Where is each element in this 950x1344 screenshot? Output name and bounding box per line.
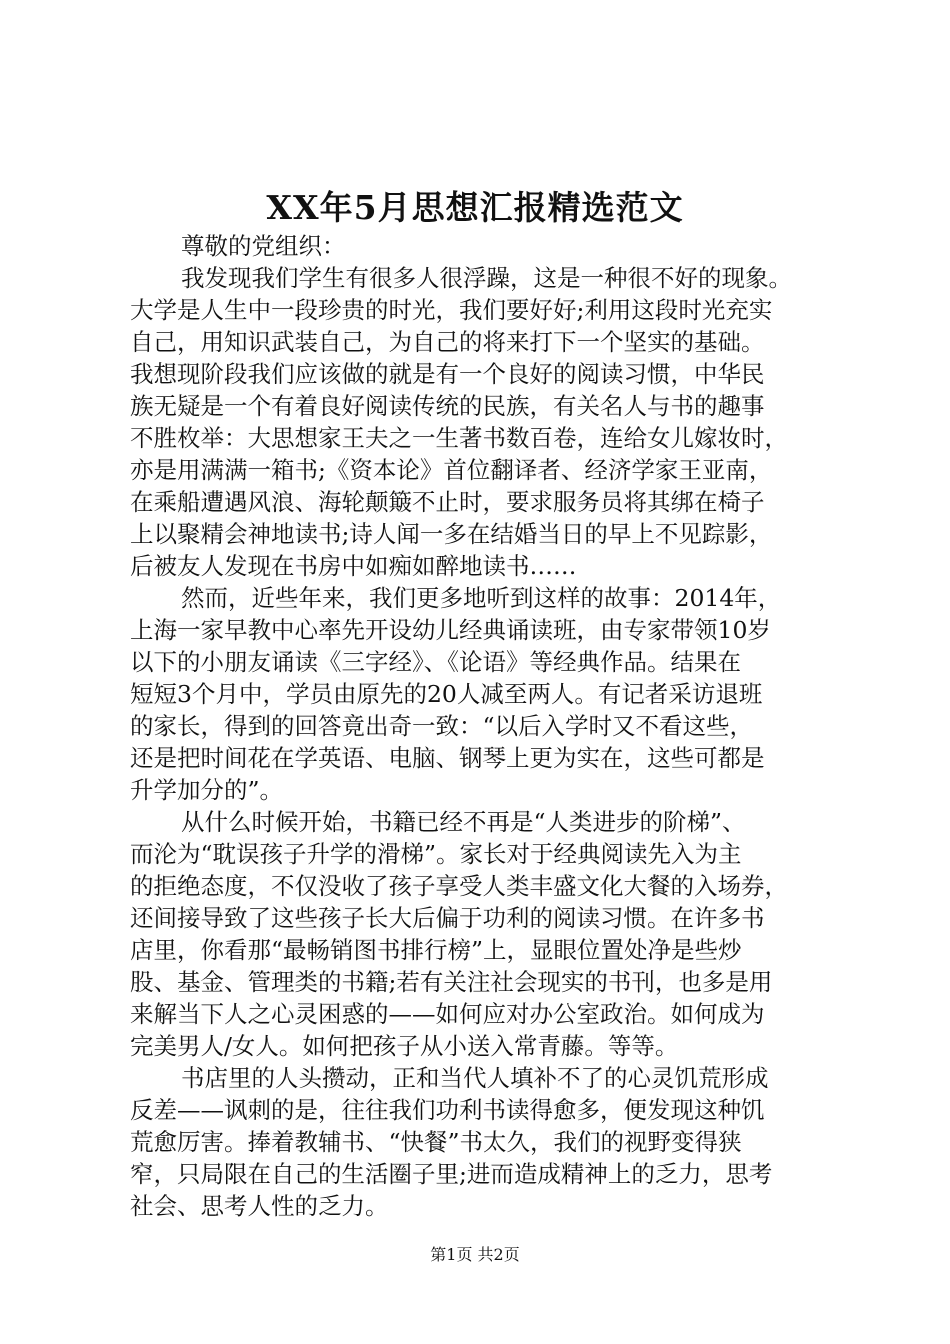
salutation: 尊敬的党组织： bbox=[181, 232, 346, 260]
text-line: 还间接导致了这些孩子长大后偏于功利的阅读习惯。在许多书 bbox=[130, 904, 765, 932]
text-line: 上海一家早教中心率先开设幼儿经典诵读班，由专家带领10岁 bbox=[130, 616, 771, 644]
text-line: 然而，近些年来，我们更多地听到这样的故事：2014年， bbox=[181, 584, 782, 612]
text-line: 大学是人生中一段珍贵的时光，我们要好好;利用这段时光充实 bbox=[130, 296, 773, 324]
text-line: 股、基金、管理类的书籍;若有关注社会现实的书刊，也多是用 bbox=[130, 968, 773, 996]
text-line: 的家长，得到的回答竟出奇一致：“以后入学时又不看这些， bbox=[130, 712, 754, 740]
text-line: 书店里的人头攒动，正和当代人填补不了的心灵饥荒形成 bbox=[181, 1064, 769, 1092]
text-line: 自己，用知识武装自己，为自己的将来打下一个坚实的基础。 bbox=[130, 328, 765, 356]
body-lines bbox=[130, 262, 842, 1222]
text-line: 族无疑是一个有着良好阅读传统的民族，有关名人与书的趣事 bbox=[130, 392, 765, 420]
text-line: 我想现阶段我们应该做的就是有一个良好的阅读习惯，中华民 bbox=[130, 360, 765, 388]
text-line: 以下的小朋友诵读《三字经》、《论语》等经典作品。结果在 bbox=[130, 648, 741, 676]
text-line: 后被友人发现在书房中如痴如醉地读书…… bbox=[130, 552, 577, 580]
text-line: 店里，你看那“最畅销图书排行榜”上，显眼位置处净是些炒 bbox=[130, 936, 742, 964]
text-line: 不胜枚举：大思想家王夫之一生著书数百卷，连给女儿嫁妆时， bbox=[130, 424, 788, 452]
text-line: 还是把时间花在学英语、电脑、钢琴上更为实在，这些可都是 bbox=[130, 744, 765, 772]
text-line: 来解当下人之心灵困惑的——如何应对办公室政治。如何成为 bbox=[130, 1000, 765, 1028]
text-line: 的拒绝态度，不仅没收了孩子享受人类丰盛文化大餐的入场券， bbox=[130, 872, 788, 900]
document-title: XX年5月思想汇报精选范文 bbox=[266, 188, 684, 227]
text-line: 社会、思考人性的乏力。 bbox=[130, 1192, 389, 1220]
text-line: 上以聚精会神地读书;诗人闻一多在结婚当日的早上不见踪影， bbox=[130, 520, 773, 548]
text-line: 而沦为“耽误孩子升学的滑梯”。家长对于经典阅读先入为主 bbox=[130, 840, 742, 868]
text-line: 荒愈厉害。捧着教辅书、“快餐”书太久，我们的视野变得狭 bbox=[130, 1128, 742, 1156]
text-line: 窄，只局限在自己的生活圈子里;进而造成精神上的乏力，思考 bbox=[130, 1160, 773, 1188]
text-line: 完美男人/女人。如何把孩子从小送入常青藤。等等。 bbox=[130, 1032, 679, 1060]
text-line: 反差——讽刺的是，往往我们功利书读得愈多，便发现这种饥 bbox=[130, 1096, 765, 1124]
page-footer: 第1页 共2页 bbox=[430, 1245, 520, 1264]
text-line: 短短3个月中，学员由原先的20人减至两人。有记者采访退班 bbox=[130, 680, 763, 708]
text-line: 在乘船遭遇风浪、海轮颠簸不止时，要求服务员将其绑在椅子 bbox=[130, 488, 765, 516]
text-line: 升学加分的”。 bbox=[130, 776, 284, 804]
text-line: 从什么时候开始，书籍已经不再是“人类进步的阶梯”、 bbox=[181, 808, 746, 836]
text-line: 亦是用满满一箱书;《资本论》首位翻译者、经济学家王亚南， bbox=[130, 456, 773, 484]
document-body bbox=[130, 230, 842, 1222]
text-line: 我发现我们学生有很多人很浮躁，这是一种很不好的现象。 bbox=[181, 264, 792, 292]
